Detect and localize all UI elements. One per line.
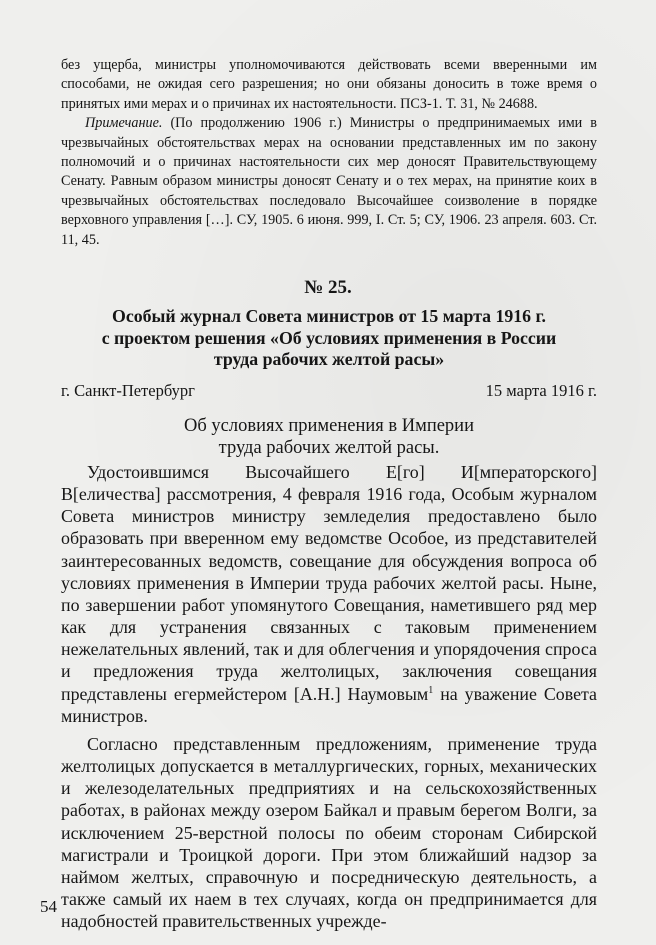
heading-line: с проектом решения «Об условиях применения в России — [101, 327, 557, 348]
document-place: г. Санкт-Петербург — [61, 381, 195, 400]
page-number: 54 — [40, 897, 57, 916]
subtitle-line: Об условиях применения в Империи — [184, 416, 474, 436]
document-subtitle — [61, 415, 597, 459]
body-paragraph-end: на уважение Совета министров. — [61, 683, 597, 726]
note-text: (По продолжению 1906 г.) Министры о предпринимаемых ими в чрезвычайных обстоятельствах мерах на основании представленных им по закону полномочий и о причинах настоятельности сих мер доносят Правительствующему Сенату. Равным образом министры доносят Сенату и о тех мерах, на принятие коих в чрезвычайных обстоятельствах последовало Высочайшее соизволение в порядке верховного управления […]. СУ, 1905. 6 июня. 999, I. Ст. 5; СУ, 1906. 23 апреля. 603. Ст. 11, 45. — [61, 115, 597, 248]
preceding-law-excerpt — [61, 56, 597, 250]
note-paragraph — [61, 114, 597, 250]
document-body — [61, 461, 597, 932]
law-excerpt-paragraph: без ущерба, министры уполномочиваются действовать всеми вверенными им способами, не ожидая сего разрешения; но они обязаны доносить в тоже время о принятых ими мерах и о причинах их настоятельности. ПСЗ-1. Т. 31, № 24688. — [61, 57, 597, 112]
heading-line: Особый журнал Совета министров от 15 марта 1916 г. — [111, 306, 547, 326]
body-paragraph — [61, 461, 597, 727]
document-number: № 25. — [304, 277, 352, 298]
body-paragraph-text: Удостоившимся Высочайшего Е[го] И[мператорского] В[еличества] рассмотрения, 4 февраля 1916 года, Особым журналом Совета министров министру земледелия предоставлено было образовать при вверенном ему ведомстве Особое, из представителей заинтересованных ведомств, совещание для обсуждения вопроса об условиях применения в Империи труда рабочих желтой расы. Ныне, по завершении работ упомянутого Совещания, наметившего ряд мер как для устранения связанных с таковым применением нежелательных явлений, так и для облегчения и упорядочения спроса и предложения труда желтолицых, заключения совещания представлены егермейстером [А.Н.] Наумовым — [61, 462, 597, 704]
footnote-reference: 1 — [428, 684, 434, 696]
body-paragraph: Согласно представленным предложениям, применение труда желтолицых допускается в металлургических, горных, механических и железоделательных предприятиях и на сельскохозяйственных работах, в районах между озером Байкал и правым берегом Волги, за исключением 25-верстной полосы по обеим сторонам Сибирской магистрали и Троицкой дороги. При этом ближайший надзор за наймом желтых, справочную и посредническую деятельность, а также самый их наем в тех случаях, когда он предпринимается для надобностей правительственных учрежде- — [61, 733, 597, 932]
place-date-line — [61, 381, 597, 401]
note-label: Примечание. — [85, 115, 163, 132]
document-heading — [61, 306, 597, 371]
subtitle-line: труда рабочих желтой расы. — [218, 438, 440, 458]
document-date: 15 марта 1916 г. — [485, 381, 597, 400]
heading-line: труда рабочих желтой расы» — [213, 349, 445, 369]
